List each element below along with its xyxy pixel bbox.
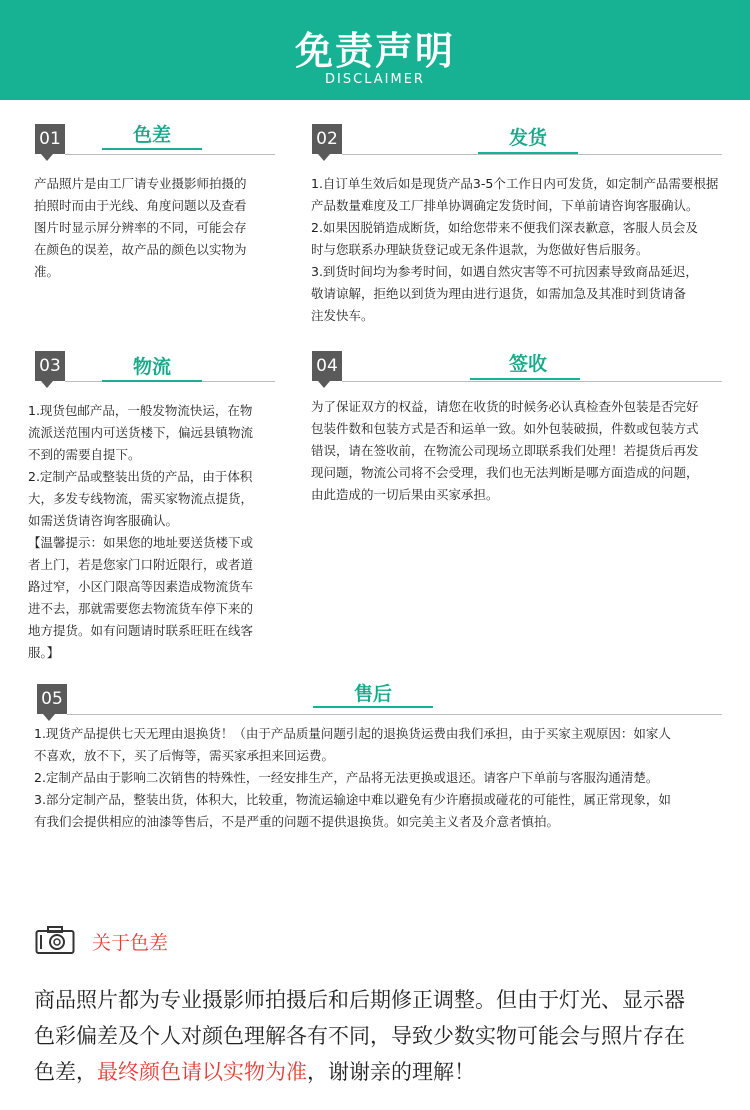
section-title: 发货 bbox=[508, 127, 547, 149]
notice-text bbox=[34, 982, 734, 1090]
section-body: 1.现货产品提供七天无理由退换货！（由于产品质量问题引起的退换货运费由我们承担，由于买家主观原因：如家人 不喜欢，放不下，买了后悔等，需买家承担来回运费。 2.定制产品由于影响二次销售的特殊性，一经安排生产，产品将无法更换或退还。请客户下单前与客服沟通清楚。 3.部分定制产品，整装出货，体积大，比较重，物流运输途中难以避免有少许磨损或碰花的可能性，属正常现象，如 有我们会提供相应的油漆等售后，不是严重的问题不提供退换货。如完美主义者及介意者慎拍。 bbox=[34, 726, 671, 829]
section-number: 05 bbox=[37, 684, 67, 714]
divider bbox=[67, 714, 722, 715]
section-number: 04 bbox=[312, 351, 342, 381]
section-body: 为了保证双方的权益，请您在收货的时候务必认真检查外包装是否完好 包装件数和包装方式是否和运单一致。如外包装破损，件数或包装方式 错误，请在签收前，在物流公司现场立即联系我们处理！若提货后再发 现问题，物流公司将不会受理，我们也无法判断是哪方面造成的问题， 由此造成的一切后果由买家承担。 bbox=[311, 399, 699, 502]
section-title: 售后 bbox=[353, 683, 392, 705]
section-number: 02 bbox=[312, 124, 342, 154]
section-title: 物流 bbox=[132, 356, 171, 378]
divider bbox=[342, 381, 722, 382]
section-title: 签收 bbox=[508, 353, 547, 375]
camera-icon bbox=[35, 925, 75, 955]
divider bbox=[342, 154, 722, 155]
section-body: 产品照片是由工厂请专业摄影师拍摄的 拍照时而由于光线、角度问题以及查看 图片时显示屏分辨率的不同，可能会存 在颜色的误差，故产品的颜色以实物为 准。 bbox=[34, 176, 247, 279]
section-title: 色差 bbox=[132, 124, 171, 146]
disclaimer-header bbox=[0, 0, 750, 100]
page-subtitle: DISCLAIMER bbox=[325, 72, 425, 87]
section-body: 1.现货包邮产品，一般发物流快运，在物 流派送范围内可送货楼下，偏远县镇物流 不到的需要自提下。 2.定制产品或整装出货的产品，由于体积 大，多发专线物流，需买家物流点提货， 如需送货请咨询客服确认。 【温馨提示：如果您的地址要送货楼下或 者上门，若是您家门口附近限行，或者道 路过窄，小区门限高等因素造成物流货车 进不去，那就需要您去物流货车停下来的 地方提货。如有问题请时联系旺旺在线客 服。】 bbox=[28, 403, 254, 660]
notice-title: 关于色差 bbox=[92, 932, 169, 954]
page-title: 免责声明 bbox=[294, 29, 455, 73]
title-underline bbox=[478, 152, 578, 154]
title-underline bbox=[102, 380, 202, 382]
divider bbox=[65, 154, 275, 155]
section-number: 01 bbox=[35, 124, 65, 154]
section-body: 1.自订单生效后如是现货产品3-5个工作日内可发货，如定制产品需要根据 产品数量难度及工厂排单协调确定发货时间，下单前请咨询客服确认。 2.如果因脱销造成断货，如给您带来不便我们深表歉意，客服人员会及 时与您联系办理缺货登记或无条件退款，为您做好售后服务。 3.到货时间均为参考时间，如遇自然灾害等不可抗因素导致商品延迟， 敬请谅解，拒绝以到货为理由进行退货，如需加急及其准时到货请备 注发快车。 bbox=[311, 176, 719, 323]
title-underline bbox=[470, 378, 580, 380]
notice-text-main: 商品照片都为专业摄影师拍摄后和后期修正调整。但由于灯光、显示器 色彩偏差及个人对颜色理解各有不同，导致少数实物可能会与照片存在 色差， bbox=[34, 988, 685, 1084]
notice-highlight: 最终颜色请以实物为准 bbox=[97, 1060, 307, 1084]
title-underline bbox=[313, 706, 433, 708]
section-number: 03 bbox=[35, 351, 65, 381]
notice-text-end: ，谢谢亲的理解！ bbox=[307, 1060, 475, 1084]
title-underline bbox=[102, 148, 202, 150]
